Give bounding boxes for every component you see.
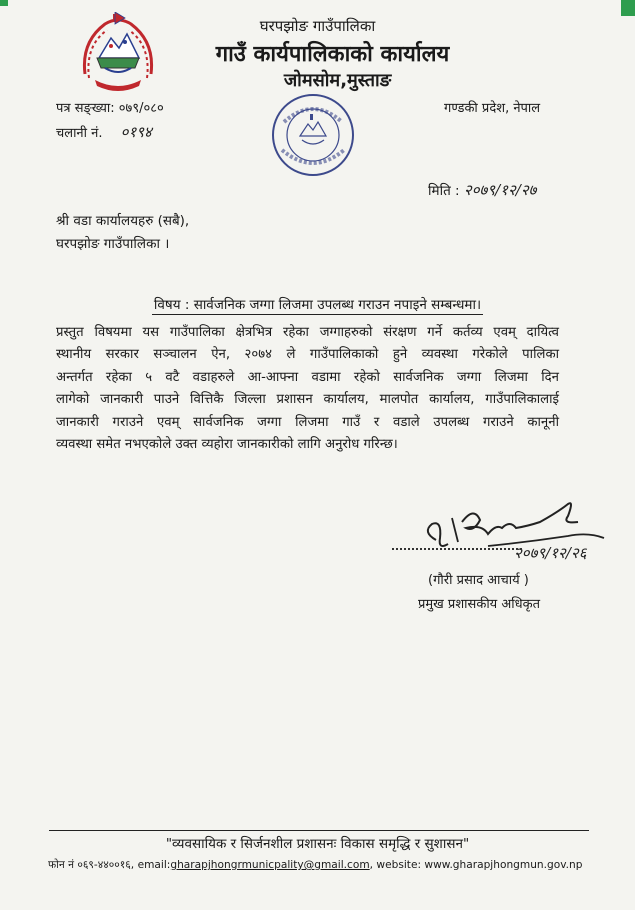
recipient-line-1: श्री वडा कार्यालयहरु (सबै), — [56, 213, 190, 229]
body-line: अन्तर्गत रहेका ५ वटै वडाहरुले आ-आफ्ना वडामा रहेको सार्वजनिक जग्गा लिजमा दिन — [56, 369, 559, 385]
footer-phone: फोन नं ०६९-४४००१६, — [48, 859, 135, 871]
signature-dotted-line — [392, 548, 522, 550]
dispatch-number-label: चलानी नं. — [56, 126, 103, 141]
office-location: जोमसोम,मुस्ताङ — [283, 70, 392, 91]
subject-text: सार्वजनिक जग्गा लिजमा उपलब्ध गराउन नपाइने सम्बन्धमा। — [193, 297, 482, 313]
letter-body — [56, 322, 559, 456]
footer-email: gharapjhongrmunicpality@gmail.com — [170, 859, 370, 871]
body-line: व्यवस्था समेत नभएकोले उक्त व्यहोरा जानकारीको लागि अनुरोध गरिन्छ। — [56, 437, 398, 453]
dispatch-number — [56, 122, 152, 142]
letter-number-label: पत्र सङ्ख्या: — [56, 101, 115, 116]
subject-line — [0, 295, 635, 313]
footer-email-label: email: — [137, 859, 171, 871]
body-line: लागेको जानकारी पाउने वित्तिकै जिल्ला प्रशासन कार्यालय, मालपोत कार्यालय, गाउँपालिकालाई — [56, 392, 559, 408]
signatory-name: (गौरी प्रसाद आचार्य ) — [428, 573, 529, 588]
office-name: गाउँ कार्यपालिकाको कार्यालय — [215, 42, 450, 67]
letter-number — [56, 98, 164, 116]
body-line: स्थानीय सरकार सञ्चालन ऐन, २०७४ ले गाउँपालिकाको हुने व्यवस्था गरेकोले पालिका — [56, 347, 559, 363]
letter-number-value: ०७९/०८० — [118, 101, 164, 116]
recipient-line-2: घरपझोङ गाउँपालिका । — [56, 236, 170, 252]
body-line: प्रस्तुत विषयमा यस गाउँपालिका क्षेत्रभित्र रहेका जग्गाहरुको संरक्षण गर्ने कर्तव्य एवम् दायित्व — [56, 325, 559, 340]
handwritten-signature — [418, 498, 618, 568]
dispatch-number-value: ०१९४ — [120, 123, 152, 141]
footer-contact: फोन नं ०६९-४४००१६, email:gharapjhongrmunicpality@gmail.com, website: www.gharapjhongmun.gov.np — [48, 859, 583, 871]
scan-edge-mark — [0, 0, 8, 6]
date-value: २०७९/१२/२७ — [463, 181, 537, 199]
footer-website-label: website: — [376, 859, 422, 871]
municipality-name: घरपझोङ गाउँपालिका — [259, 17, 376, 35]
scan-edge-mark — [621, 0, 635, 16]
date-label: मिति : — [428, 183, 460, 199]
signatory-title: प्रमुख प्रशासकीय अधिकृत — [418, 597, 541, 612]
office-seal-stamp — [270, 92, 356, 178]
province: गण्डकी प्रदेश, नेपाल — [444, 101, 541, 116]
subject-label: विषय : — [153, 297, 190, 313]
footer-website: www.gharapjhongmun.gov.np — [424, 859, 583, 871]
footer-divider — [49, 830, 589, 831]
letter-date — [428, 180, 536, 200]
body-line: जानकारी गराउने एवम् सार्वजनिक जग्गा लिजमा गाउँ र वडाले उपलब्ध गराउने कानूनी — [56, 414, 559, 430]
footer-motto: "व्यवसायिक र सिर्जनशील प्रशासनः विकास समृद्धि र सुशासन" — [165, 836, 470, 852]
signature-date: २०७९/१२/२६ — [514, 544, 587, 562]
